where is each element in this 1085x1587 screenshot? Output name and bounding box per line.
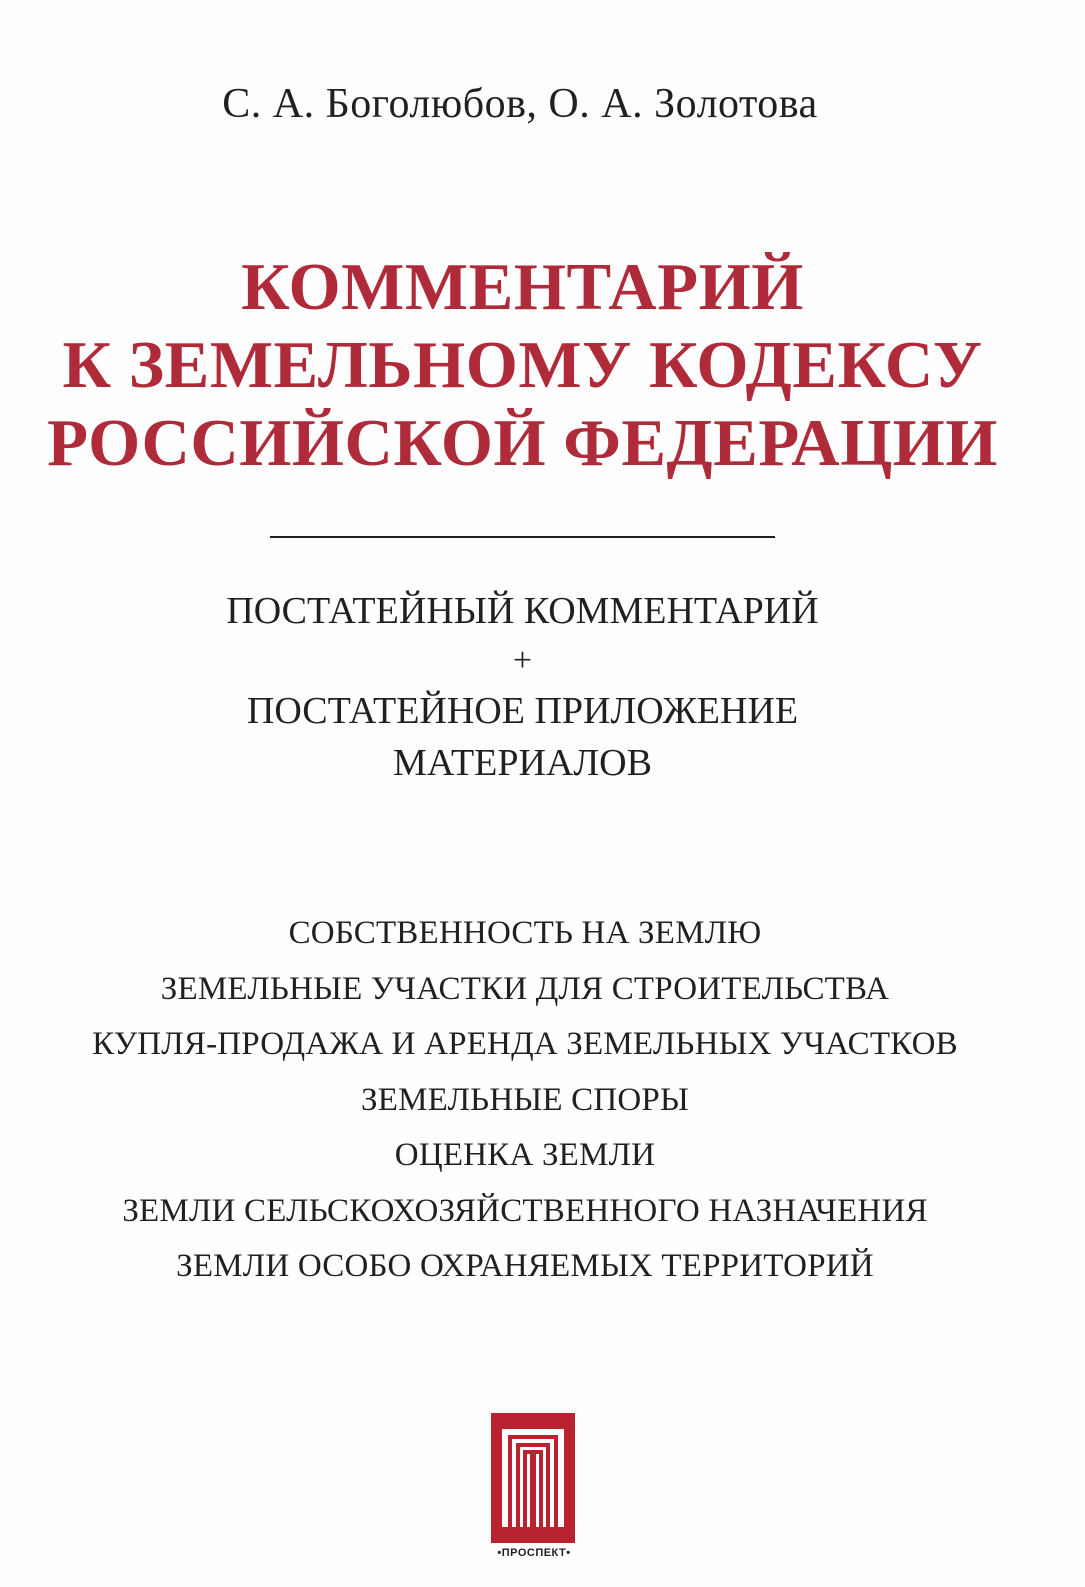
subtitle-line-2: ПОСТАТЕЙНОЕ ПРИЛОЖЕНИЕ (246, 690, 799, 732)
topic-item: ОЦЕНКА ЗЕМЛИ (394, 1137, 656, 1173)
topic-item: СОБСТВЕННОСТЬ НА ЗЕМЛЮ (288, 915, 762, 951)
topic-item: ЗЕМЛИ СЕЛЬСКОХОЗЯЙСТВЕННОГО НАЗНАЧЕНИЯ (122, 1192, 928, 1229)
book-title-line: К ЗЕМЕЛЬНОМУ КОДЕКСУ (62, 328, 983, 402)
publisher-name-text: ПРОСПЕКТ (501, 1547, 567, 1559)
publisher-logo (483, 1413, 585, 1561)
book-authors: С. А. Боголюбов, О. А. Золотова (222, 81, 818, 127)
subtitle-line-1: ПОСТАТЕЙНЫЙ КОММЕНТАРИЙ (226, 590, 819, 632)
bullet-right: • (566, 1547, 571, 1559)
publisher-name (483, 1547, 585, 1559)
book-title-line: КОММЕНТАРИЙ (241, 250, 804, 324)
subtitle-plus: + (512, 642, 533, 679)
title-divider (270, 536, 775, 538)
topic-item: ЗЕМЛИ ОСОБО ОХРАНЯЕМЫХ ТЕРРИТОРИЙ (176, 1248, 874, 1284)
subtitle-line-3: МАТЕРИАЛОВ (393, 742, 652, 784)
book-title (0, 248, 1045, 482)
bullet-left: • (497, 1547, 502, 1559)
topics-list (0, 906, 1050, 1295)
book-title-line: РОССИЙСКОЙ ФЕДЕРАЦИИ (47, 406, 998, 480)
topic-item: ЗЕМЕЛЬНЫЕ УЧАСТКИ ДЛЯ СТРОИТЕЛЬСТВА (160, 970, 890, 1007)
book-subtitle (0, 585, 1045, 789)
topic-item: КУПЛЯ-ПРОДАЖА И АРЕНДА ЗЕМЕЛЬНЫХ УЧАСТКОВ (92, 1026, 958, 1062)
prospekt-building-icon (491, 1413, 575, 1543)
topic-item: ЗЕМЕЛЬНЫЕ СПОРЫ (361, 1081, 689, 1118)
